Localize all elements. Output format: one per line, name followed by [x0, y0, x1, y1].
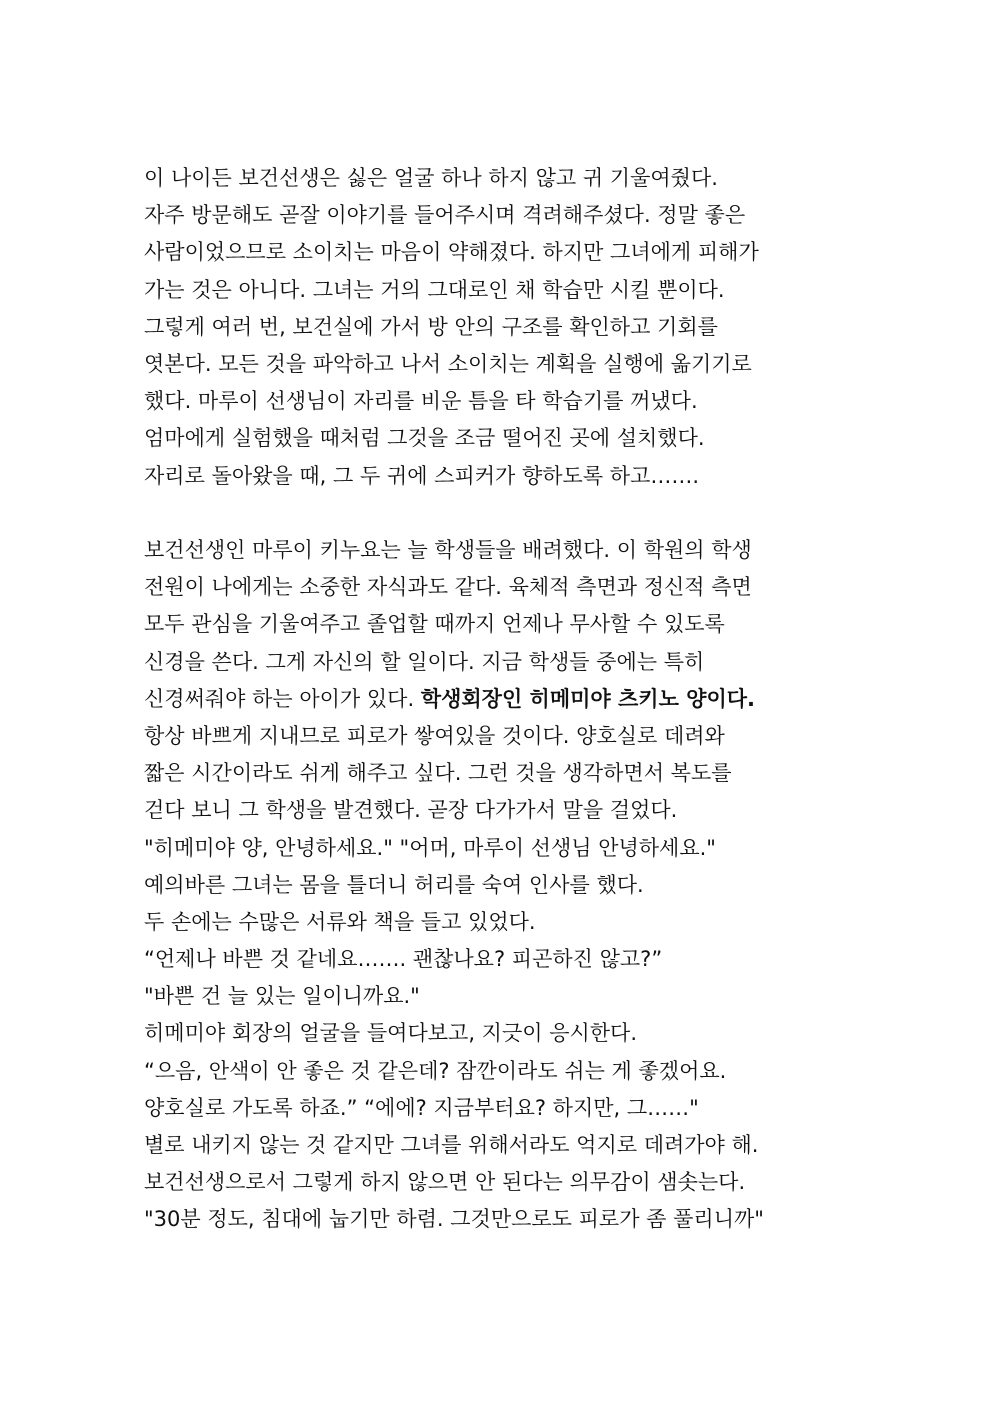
text-line: 항상 바쁘게 지내므로 피로가 쌓여있을 것이다. 양호실로 데려와	[144, 723, 725, 748]
text-line: 신경을 쓴다. 그게 자신의 할 일이다. 지금 학생들 중에는 특히	[144, 649, 705, 674]
text-line: 모두 관심을 기울여주고 졸업할 때까지 언제나 무사할 수 있도록	[144, 612, 725, 637]
text-line: 예의바른 그녀는 몸을 틀더니 허리를 숙여 인사를 했다.	[144, 872, 644, 897]
text-line: 사람이었으므로 소이치는 마음이 약해졌다. 하지만 그녀에게 피해가	[144, 240, 759, 265]
text-line: 자주 방문해도 곧잘 이야기를 들어주시며 격려해주셨다. 정말 좋은	[144, 203, 746, 228]
text-line: 걷다 보니 그 학생을 발견했다. 곧장 다가가서 말을 걸었다.	[144, 798, 678, 823]
text-line: 별로 내키지 않는 것 같지만 그녀를 위해서라도 억지로 데려가야 해.	[144, 1133, 759, 1157]
text-line: 전원이 나에게는 소중한 자식과도 같다. 육체적 측면과 정신적 측면	[144, 575, 752, 600]
text-line: 두 손에는 수많은 서류와 책을 들고 있었다.	[144, 909, 536, 934]
dialogue-line: “언제나 바쁜 것 같네요……. 괜찮나요? 피곤하진 않고?”	[144, 947, 663, 972]
text-line: 엄마에게 실험했을 때처럼 그것을 조금 떨어진 곳에 설치했다.	[144, 426, 705, 451]
text-line: 했다. 마루이 선생님이 자리를 비운 틈을 타 학습기를 꺼냈다.	[144, 389, 698, 414]
dialogue-line: 양호실로 가도록 하죠.” “에에? 지금부터요? 하지만, 그……"	[144, 1095, 699, 1120]
text-line: 가는 것은 아니다. 그녀는 거의 그대로인 채 학습만 시킬 뿐이다.	[144, 277, 725, 302]
dialogue-line: "히메미야 양, 안녕하세요." "어머, 마루이 선생님 안녕하세요."	[144, 835, 716, 860]
text-normal: 신경써줘야 하는 아이가 있다.	[144, 686, 421, 711]
paragraph-2	[144, 532, 874, 1239]
text-line: 짧은 시간이라도 쉬게 해주고 싶다. 그런 것을 생각하면서 복도를	[144, 761, 732, 786]
text-line: 자리로 돌아왔을 때, 그 두 귀에 스피커가 향하도록 하고…….	[144, 463, 700, 488]
text-bold-emphasis: 학생회장인 히메미야 츠키노 양이다.	[420, 686, 756, 711]
text-line: 엿본다. 모든 것을 파악하고 나서 소이치는 계획을 실행에 옮기기로	[144, 351, 752, 376]
text-line: 그렇게 여러 번, 보건실에 가서 방 안의 구조를 확인하고 기회를	[144, 314, 718, 339]
text-line: 보건선생으로서 그렇게 하지 않으면 안 된다는 의무감이 샘솟는다.	[144, 1170, 746, 1195]
paragraph-1	[144, 160, 874, 495]
text-line: 히메미야 회장의 얼굴을 들여다보고, 지긋이 응시한다.	[144, 1021, 638, 1046]
text-line: 이 나이든 보건선생은 싫은 얼굴 하나 하지 않고 귀 기울여줬다.	[144, 166, 718, 190]
text-line: 보건선생인 마루이 키누요는 늘 학생들을 배려했다. 이 학원의 학생	[144, 538, 752, 562]
dialogue-line: "30분 정도, 침대에 눕기만 하렴. 그것만으로도 피로가 좀 풀리니까"	[144, 1207, 764, 1232]
text-line-mixed	[144, 681, 874, 718]
dialogue-line: “으음, 안색이 안 좋은 것 같은데? 잠깐이라도 쉬는 게 좋겠어요.	[144, 1058, 727, 1083]
dialogue-line: "바쁜 건 늘 있는 일이니까요."	[144, 984, 420, 1009]
